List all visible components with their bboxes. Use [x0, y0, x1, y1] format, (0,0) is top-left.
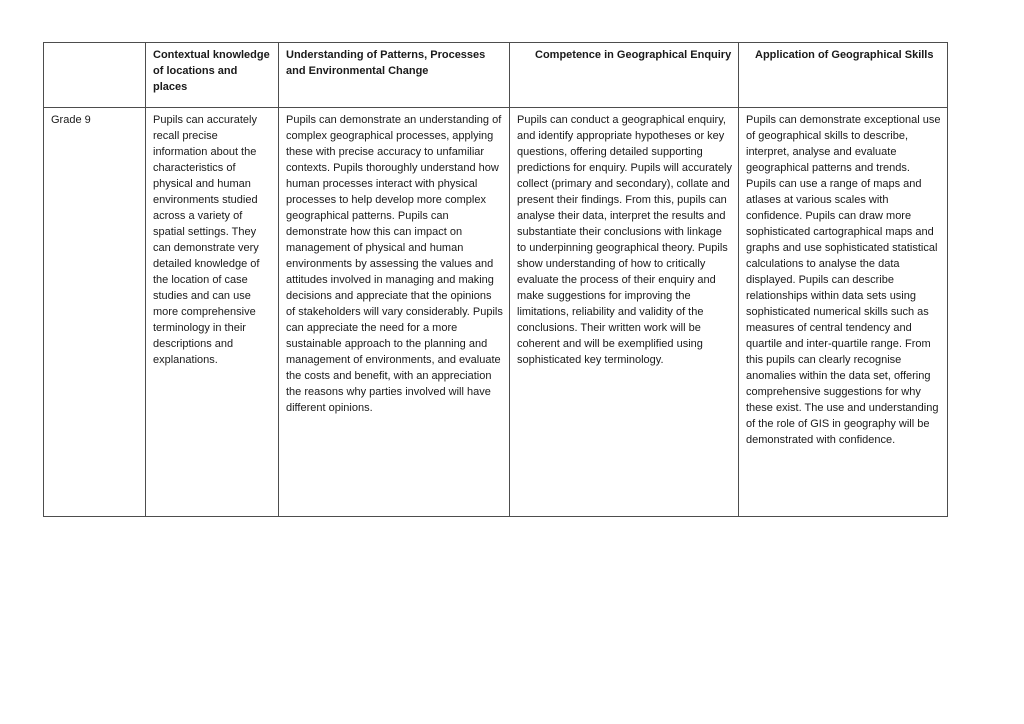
header-cell-blank: [44, 43, 146, 108]
contextual-knowledge-cell: Pupils can accurately recall precise information about the characteristics of physical and human environments studied across a variety of spatial settings. They can demonstrate very detailed knowledge of the location of case studies and can use more comprehensive terminology in their descriptions and explanations.: [146, 108, 279, 517]
header-row: [44, 43, 948, 108]
header-cell-patterns-processes: Understanding of Patterns, Processes and Environmental Change: [279, 43, 510, 108]
grade-9-row: [44, 108, 948, 517]
geographical-enquiry-cell: Pupils can conduct a geographical enquiry, and identify appropriate hypotheses or key questions, offering detailed supporting predictions for enquiry. Pupils will accurately collect (primary and secondary), collate and present their findings. From this, pupils can analyse their data, interpret the results and substantiate their conclusions with linkage to underpinning geographical theory. Pupils show understanding of how to critically evaluate the process of their enquiry and make suggestions for improving the limitations, reliability and validity of the conclusions. Their written work will be coherent and will be exemplified using sophisticated key terminology.: [510, 108, 739, 517]
grade-rubric-table: [43, 42, 948, 517]
geographical-skills-cell: Pupils can demonstrate exceptional use of geographical skills to describe, interpret, analyse and evaluate geographical patterns and trends. Pupils can use a range of maps and atlases at various scales with confidence. Pupils can draw more sophisticated cartographical maps and graphs and use sophisticated statistical calculations to analyse the data displayed. Pupils can describe relationships within data sets using sophisticated numerical skills such as measures of central tendency and quartile and inter-quartile range. From this pupils can clearly recognise anomalies within the data set, offering comprehensive suggestions for why these exist. The use and understanding of the role of GIS in geography will be demonstrated with confidence.: [739, 108, 948, 517]
header-cell-geographical-enquiry: Competence in Geographical Enquiry: [510, 43, 739, 108]
header-cell-contextual-knowledge: Contextual knowledge of locations and places: [146, 43, 279, 108]
patterns-processes-cell: Pupils can demonstrate an understanding of complex geographical processes, applying these with precise accuracy to unfamiliar contexts. Pupils thoroughly understand how human processes interact with physical processes to help develop more complex geographical patterns. Pupils can demonstrate how this can impact on management of physical and human environments by assessing the values and attitudes involved in managing and making decisions and appreciate that the opinions of stakeholders will vary considerably. Pupils can appreciate the need for a more sustainable approach to the planning and management of environments, and evaluate the costs and benefit, with an appreciation the reasons why parties involved will have different opinions.: [279, 108, 510, 517]
grade-label-cell: Grade 9: [44, 108, 146, 517]
header-cell-geographical-skills: Application of Geographical Skills: [739, 43, 948, 108]
